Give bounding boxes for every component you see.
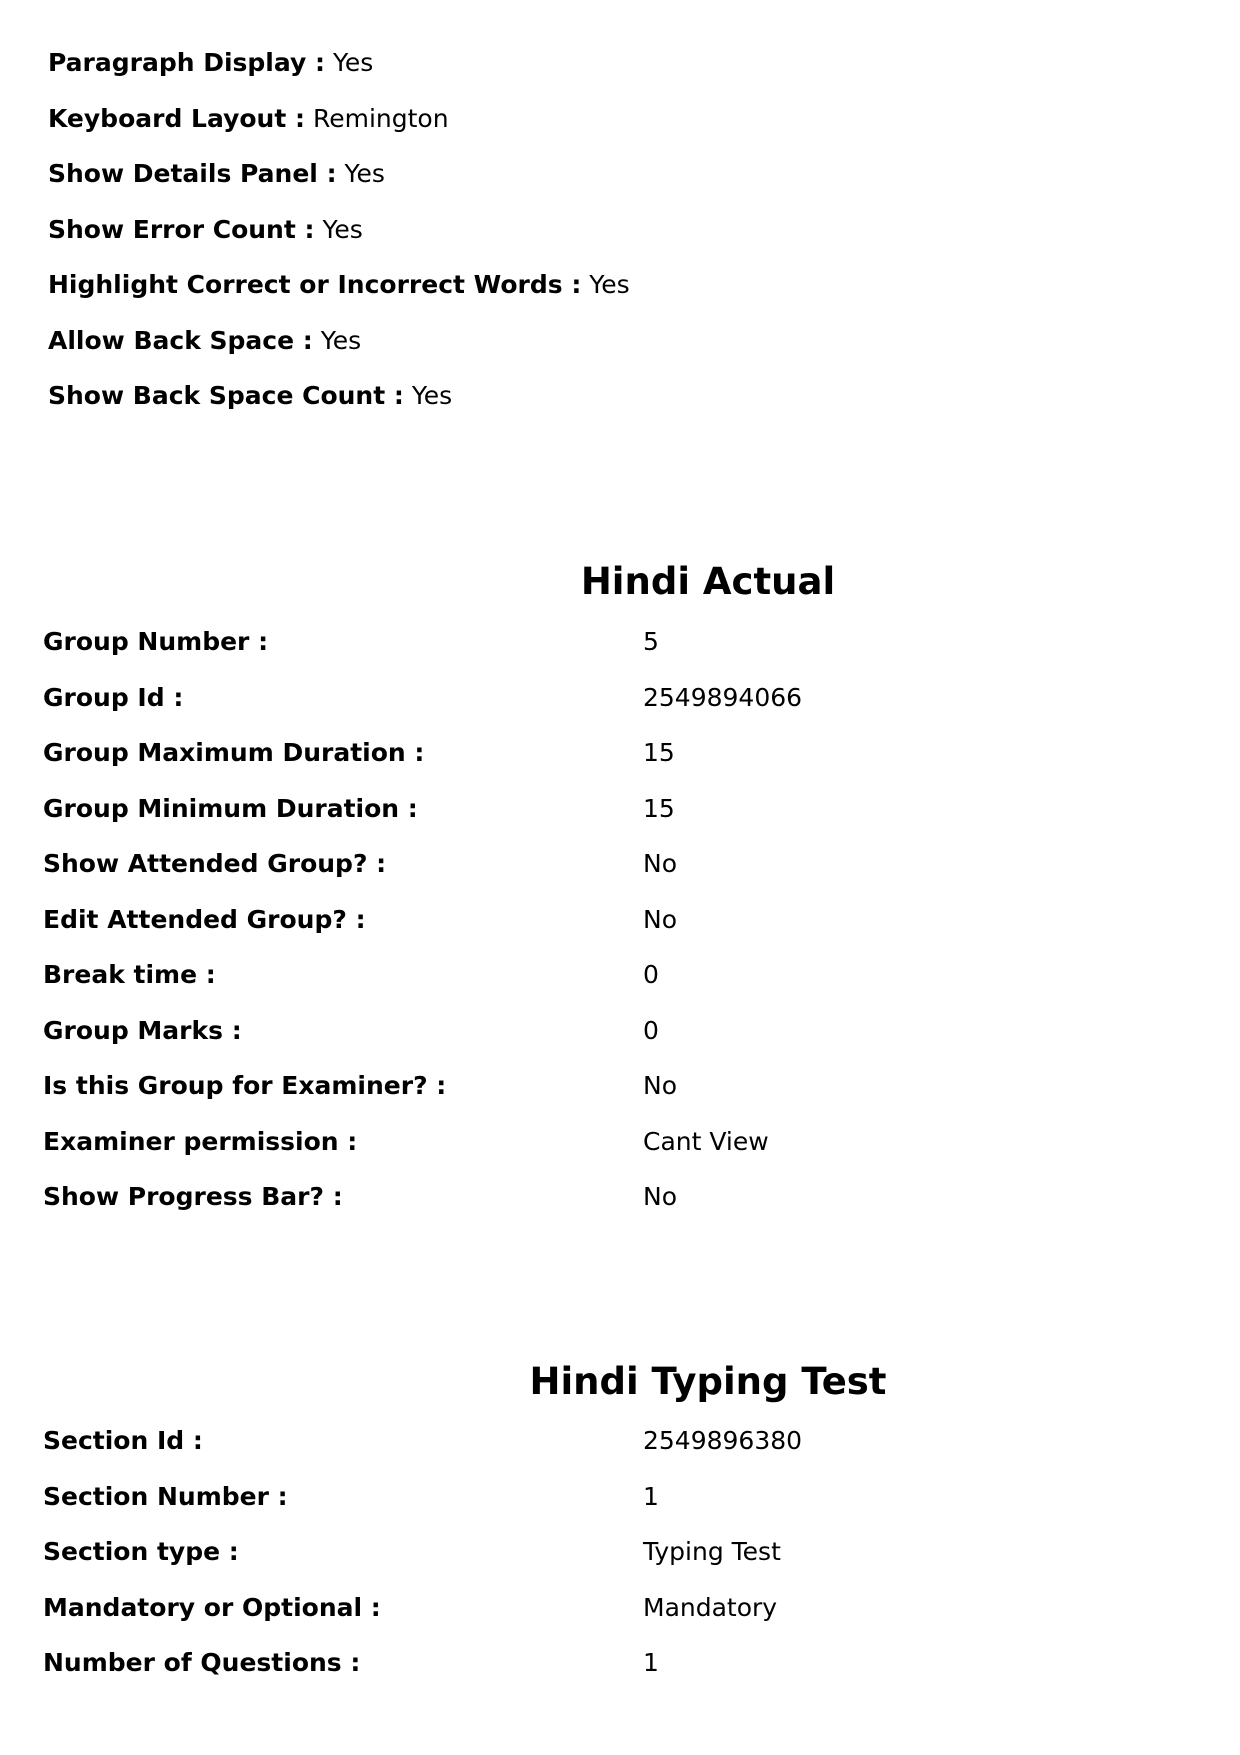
detail-label: Group Marks : xyxy=(43,1015,242,1045)
detail-label: Mandatory or Optional : xyxy=(43,1592,381,1622)
detail-row xyxy=(43,725,1213,781)
setting-key: Allow Back Space : xyxy=(48,325,313,355)
detail-label: Show Progress Bar? : xyxy=(43,1182,343,1211)
settings-list xyxy=(48,40,630,429)
detail-label: Group Maximum Duration : xyxy=(43,738,425,767)
group-section xyxy=(43,555,1213,1225)
detail-label: Group Minimum Duration : xyxy=(43,793,418,823)
detail-value: No xyxy=(643,849,677,878)
setting-key: Highlight Correct or Incorrect Words : xyxy=(48,270,582,299)
setting-value: Yes xyxy=(344,159,385,188)
setting-value: Yes xyxy=(322,214,363,244)
detail-value: Cant View xyxy=(643,1126,769,1156)
setting-keyboard-layout xyxy=(48,96,630,152)
detail-row xyxy=(43,1169,1213,1225)
setting-value: Yes xyxy=(320,325,362,355)
detail-row xyxy=(43,1003,1213,1059)
detail-value: No xyxy=(643,1071,677,1100)
detail-row xyxy=(43,1524,1213,1580)
detail-value: 2549896380 xyxy=(643,1426,803,1455)
detail-label: Section Id : xyxy=(43,1426,203,1455)
detail-row xyxy=(43,670,1213,726)
detail-value: 15 xyxy=(643,738,675,767)
setting-show-back-space-count xyxy=(48,373,630,429)
detail-row xyxy=(43,1635,1213,1691)
setting-value: Remington xyxy=(312,103,449,133)
setting-key: Paragraph Display : xyxy=(48,48,325,77)
typing-section xyxy=(43,1355,1213,1691)
setting-value: Yes xyxy=(589,270,630,299)
detail-label: Section type : xyxy=(43,1537,239,1566)
detail-value: 5 xyxy=(643,627,659,656)
group-title: Hindi Actual xyxy=(580,560,836,603)
section-title: Hindi Typing Test xyxy=(529,1360,887,1403)
detail-value: 1 xyxy=(643,1481,659,1511)
detail-value: 0 xyxy=(643,1015,659,1045)
detail-label: Number of Questions : xyxy=(43,1648,361,1677)
detail-value: Mandatory xyxy=(643,1592,778,1622)
detail-row xyxy=(43,1058,1213,1114)
setting-key: Show Details Panel : xyxy=(48,159,337,188)
detail-label: Break time : xyxy=(43,960,216,989)
setting-key: Show Error Count : xyxy=(48,214,315,244)
setting-paragraph-display xyxy=(48,40,630,96)
detail-row xyxy=(43,614,1213,670)
detail-value: 15 xyxy=(643,793,675,823)
detail-row xyxy=(43,1580,1213,1636)
setting-key: Keyboard Layout : xyxy=(48,103,306,133)
detail-value: No xyxy=(643,1182,677,1211)
setting-show-error-count xyxy=(48,207,630,263)
section-details xyxy=(43,1413,1213,1691)
detail-label: Is this Group for Examiner? : xyxy=(43,1071,447,1100)
detail-label: Section Number : xyxy=(43,1481,288,1511)
detail-label: Group Id : xyxy=(43,682,184,712)
detail-value: Typing Test xyxy=(643,1537,781,1566)
detail-value: 1 xyxy=(643,1648,659,1677)
detail-label: Examiner permission : xyxy=(43,1126,358,1156)
detail-value: 2549894066 xyxy=(643,682,803,712)
detail-row xyxy=(43,836,1213,892)
setting-value: Yes xyxy=(411,381,453,410)
setting-allow-back-space xyxy=(48,318,630,374)
group-details xyxy=(43,614,1213,1225)
detail-row xyxy=(43,781,1213,837)
detail-row xyxy=(43,1469,1213,1525)
setting-highlight-words xyxy=(48,262,630,318)
detail-label: Group Number : xyxy=(43,627,269,656)
detail-value: No xyxy=(643,904,677,934)
detail-row xyxy=(43,892,1213,948)
detail-row xyxy=(43,1114,1213,1170)
setting-value: Yes xyxy=(332,48,374,77)
detail-label: Edit Attended Group? : xyxy=(43,904,366,934)
setting-key: Show Back Space Count : xyxy=(48,381,404,410)
detail-value: 0 xyxy=(643,960,659,989)
detail-row xyxy=(43,947,1213,1003)
detail-row xyxy=(43,1413,1213,1469)
setting-show-details-panel xyxy=(48,151,630,207)
detail-label: Show Attended Group? : xyxy=(43,849,387,878)
